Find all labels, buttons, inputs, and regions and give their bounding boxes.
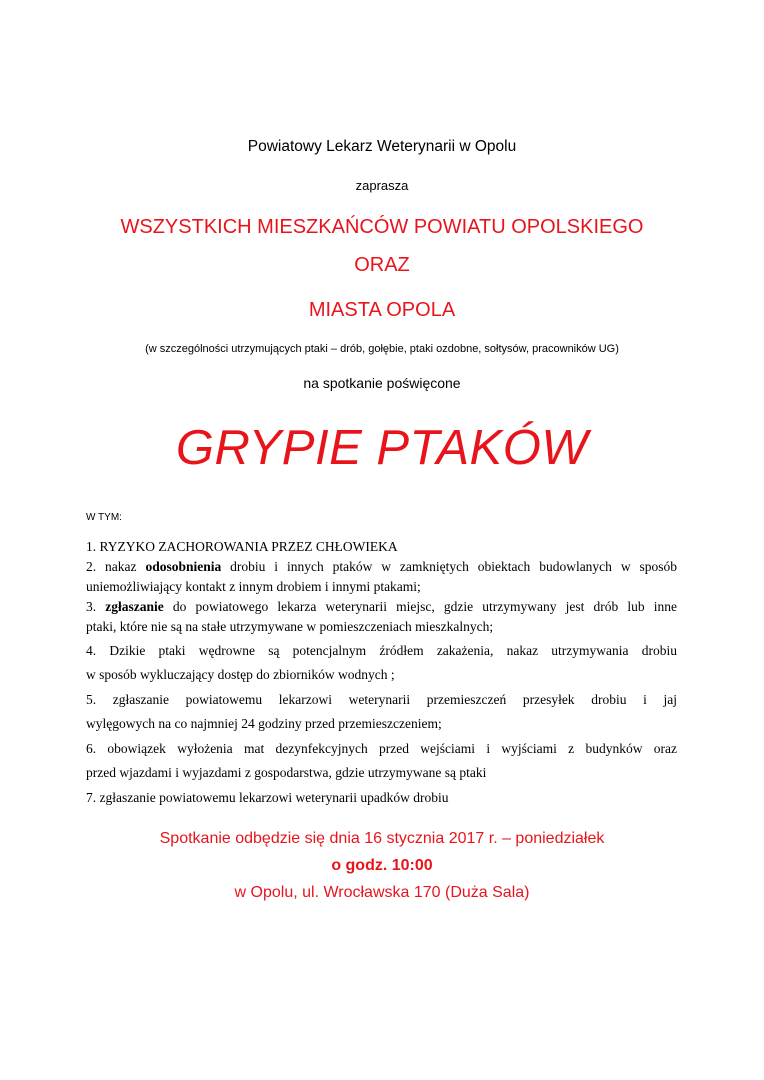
audience-line-2: ORAZ — [354, 254, 410, 276]
headline: GRYPIE PTAKÓW — [175, 421, 589, 475]
topics-heading: W TYM: — [86, 512, 122, 523]
invites-text: zaprasza — [355, 178, 409, 193]
topic-item-1: 1. RYZYKO ZACHOROWANIA PRZEZ CHŁOWIEKA — [86, 539, 398, 554]
topic-item-2-rest: drobiu i innych ptaków w zamkniętych obiektach budowlanych w sposób — [221, 559, 677, 574]
topic-item-6-line-1: 6. obowiązek wyłożenia mat dezynfekcyjnych przed wejściami i wyjściami z budynków oraz — [86, 741, 677, 756]
topic-item-5 — [86, 690, 677, 734]
topic-item-2-line-1 — [86, 557, 677, 577]
topic-item-2-bold: odosobnienia — [145, 559, 222, 574]
topic-item-7 — [86, 788, 677, 808]
organizer: Powiatowy Lekarz Weterynarii w Opolu — [247, 138, 517, 155]
audience-line-3: MIASTA OPOLA — [308, 299, 456, 321]
topic-item-5-line-2: wylęgowych na co najmniej 24 godziny przed przemieszczeniem; — [86, 716, 442, 731]
topic-item-6 — [86, 739, 677, 783]
meeting-date: Spotkanie odbędzie się dnia 16 stycznia 2017 r. – poniedziałek — [159, 830, 605, 847]
audience-line-1: WSZYSTKICH MIESZKAŃCÓW POWIATU OPOLSKIEGO — [120, 216, 644, 238]
topic-item-3-bold: zgłaszanie — [105, 599, 164, 614]
topic-item-2-prefix: 2. nakaz — [86, 559, 146, 574]
topic-item-3-line-2: ptaki, które nie są na stałe utrzymywane w pomieszczeniach mieszkalnych; — [86, 619, 494, 634]
audience-note: (w szczególności utrzymujących ptaki – drób, gołębie, ptaki ozdobne, sołtysów, pracowników UG) — [145, 343, 619, 355]
topic-item-6-line-2: przed wjazdami i wyjazdami z gospodarstwa, gdzie utrzymywane są ptaki — [86, 765, 487, 780]
meeting-intro: na spotkanie poświęcone — [303, 375, 461, 391]
meeting-time: o godz. 10:00 — [331, 857, 433, 874]
topic-item-3-rest: do powiatowego lekarza weterynarii miejsc, gdzie utrzymywany jest drób lub inne — [163, 599, 677, 614]
meeting-place: w Opolu, ul. Wrocławska 170 (Duża Sala) — [234, 884, 530, 901]
topics-list — [86, 537, 677, 637]
topic-item-7-line: 7. zgłaszanie powiatowemu lekarzowi weterynarii upadków drobiu — [86, 790, 449, 805]
topic-item-2-line-2: uniemożliwiający kontakt z innym drobiem i innymi ptakami; — [86, 579, 421, 594]
topic-item-5-line-1: 5. zgłaszanie powiatowemu lekarzowi weterynarii przemieszczeń przesyłek drobiu i jaj — [86, 692, 677, 707]
topic-item-4 — [86, 641, 677, 685]
topic-item-4-line-1: 4. Dzikie ptaki wędrowne są potencjalnym źródłem zakażenia, nakaz utrzymywania drobiu — [86, 643, 677, 658]
topic-item-3-prefix: 3. — [86, 599, 106, 614]
topic-item-3-line-1 — [86, 597, 677, 617]
topic-item-4-line-2: w sposób wykluczający dostęp do zbiorników wodnych ; — [86, 667, 395, 682]
